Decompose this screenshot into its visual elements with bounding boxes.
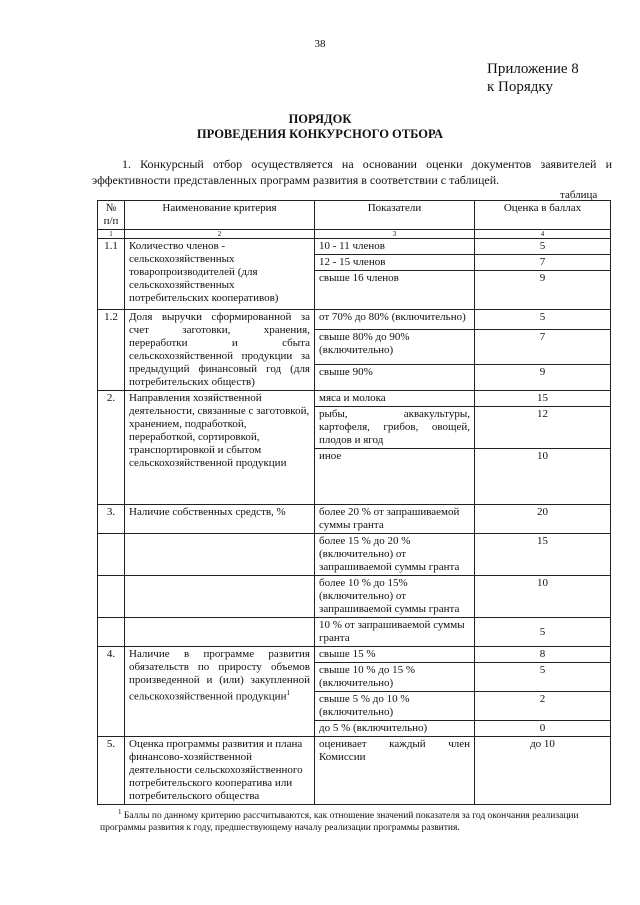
score-cell: 5: [475, 310, 611, 330]
criterion-cell: Оценка программы развития и плана финансово-хозяйственной деятельности сельскохозяйственного потребительского кооператива или потребительского общества: [125, 737, 315, 805]
table-row: [98, 576, 611, 618]
indicator-cell: 12 - 15 членов: [315, 255, 475, 271]
indicator-cell: до 5 % (включительно): [315, 721, 475, 737]
indicator-cell: свыше 80% до 90% (включительно): [315, 329, 475, 364]
table-row: [98, 618, 611, 647]
score-cell: 15: [475, 391, 611, 407]
score-cell: 5: [475, 618, 611, 647]
indicator-cell: иное: [315, 449, 475, 505]
row-number: 1.1: [98, 239, 125, 310]
score-cell: 12: [475, 407, 611, 449]
table-index-row: [98, 230, 611, 239]
table-label: таблица: [560, 189, 598, 201]
criterion-cell: Направления хозяйственной деятельности, связанные с заготовкой, хранением, подработкой, переработкой, сортировкой, транспортировкой и сбытом сельскохозяйственной продукции: [125, 391, 315, 505]
score-cell: 9: [475, 365, 611, 391]
table-header-row: [98, 201, 611, 230]
score-cell: 0: [475, 721, 611, 737]
empty-cell: [98, 576, 125, 618]
table-row: [98, 239, 611, 255]
score-cell: 9: [475, 271, 611, 310]
empty-cell: [125, 534, 315, 576]
indicator-cell: свыше 5 % до 10 % (включительно): [315, 692, 475, 721]
empty-cell: [125, 576, 315, 618]
indicator-cell: от 70% до 80% (включительно): [315, 310, 475, 330]
intro-paragraph: 1. Конкурсный отбор осуществляется на основании оценки документов заявителей и эффективности представленных программ развития в соответствии с таблицей.: [92, 157, 612, 187]
score-cell: 2: [475, 692, 611, 721]
criterion-text: Наличие в программе развития обязательств по приросту объемов произведенной и (или) закупленной сельскохозяйственной продукции: [129, 648, 310, 703]
criterion-cell: Доля выручки сформированной за счет заготовки, хранения, переработки и сбыта сельскохозяйственной продукции за предыдущий финансовый год (для потребительских обществ): [125, 310, 315, 391]
indicator-cell: свыше 15 %: [315, 647, 475, 663]
criterion-cell: Количество членов - сельскохозяйственных товаропроизводителей (для сельскохозяйственных потребительских кооперативов): [125, 239, 315, 310]
table-row: [98, 647, 611, 663]
score-cell: 5: [475, 663, 611, 692]
criterion-cell: [125, 647, 315, 737]
criteria-table: [97, 200, 611, 805]
title-line-1: ПОРЯДОК: [288, 112, 352, 126]
footnote-mark: 1: [118, 808, 122, 816]
indicator-cell: свыше 16 членов: [315, 271, 475, 310]
indicator-cell: 10 % от запрашиваемой суммы гранта: [315, 618, 475, 647]
row-number: 3.: [98, 505, 125, 534]
row-number: 2.: [98, 391, 125, 505]
header-num: № п/п: [98, 201, 125, 230]
indicator-cell: рыбы, аквакультуры, картофеля, грибов, овощей, плодов и ягод: [315, 407, 475, 449]
score-cell: 10: [475, 576, 611, 618]
document-title: [0, 112, 640, 142]
header-indicators: Показатели: [315, 201, 475, 230]
table-row: [98, 391, 611, 407]
footnote-ref: 1: [286, 689, 290, 697]
table-row: [98, 505, 611, 534]
score-cell: 10: [475, 449, 611, 505]
title-line-2: ПРОВЕДЕНИЯ КОНКУРСНОГО ОТБОРА: [196, 127, 444, 141]
index-cell: 2: [125, 230, 315, 239]
table-row: [98, 310, 611, 330]
footnote: [100, 806, 612, 834]
indicator-cell: оценивает каждый член Комиссии: [315, 737, 475, 805]
footnote-text: Баллы по данному критерию рассчитываются, как отношение значений показателя за год окончания реализации программы развития к году, предшествующему началу реализации программы развития.: [100, 811, 579, 834]
header-criterion: Наименование критерия: [125, 201, 315, 230]
indicator-cell: 10 - 11 членов: [315, 239, 475, 255]
empty-cell: [98, 534, 125, 576]
index-cell: 3: [315, 230, 475, 239]
score-cell: до 10: [475, 737, 611, 805]
indicator-cell: более 15 % до 20 % (включительно) от запрашиваемой суммы гранта: [315, 534, 475, 576]
appendix-line-1: Приложение 8: [487, 61, 579, 77]
score-cell: 15: [475, 534, 611, 576]
table-row: [98, 534, 611, 576]
index-cell: 1: [98, 230, 125, 239]
row-number: 4.: [98, 647, 125, 737]
indicator-cell: более 10 % до 15% (включительно) от запрашиваемой суммы гранта: [315, 576, 475, 618]
row-number: 5.: [98, 737, 125, 805]
score-cell: 7: [475, 255, 611, 271]
index-cell: 4: [475, 230, 611, 239]
empty-cell: [125, 618, 315, 647]
appendix-line-2: к Порядку: [487, 79, 553, 95]
criterion-cell: Наличие собственных средств, %: [125, 505, 315, 534]
indicator-cell: свыше 10 % до 15 % (включительно): [315, 663, 475, 692]
score-cell: 8: [475, 647, 611, 663]
indicator-cell: мяса и молока: [315, 391, 475, 407]
row-number: 1.2: [98, 310, 125, 391]
indicator-cell: свыше 90%: [315, 365, 475, 391]
score-cell: 5: [475, 239, 611, 255]
score-cell: 20: [475, 505, 611, 534]
empty-cell: [98, 618, 125, 647]
page-number: 38: [314, 38, 326, 50]
header-score: Оценка в баллах: [475, 201, 611, 230]
table-row: [98, 737, 611, 805]
score-cell: 7: [475, 329, 611, 364]
indicator-cell: более 20 % от запрашиваемой суммы гранта: [315, 505, 475, 534]
appendix-reference: [487, 60, 579, 96]
